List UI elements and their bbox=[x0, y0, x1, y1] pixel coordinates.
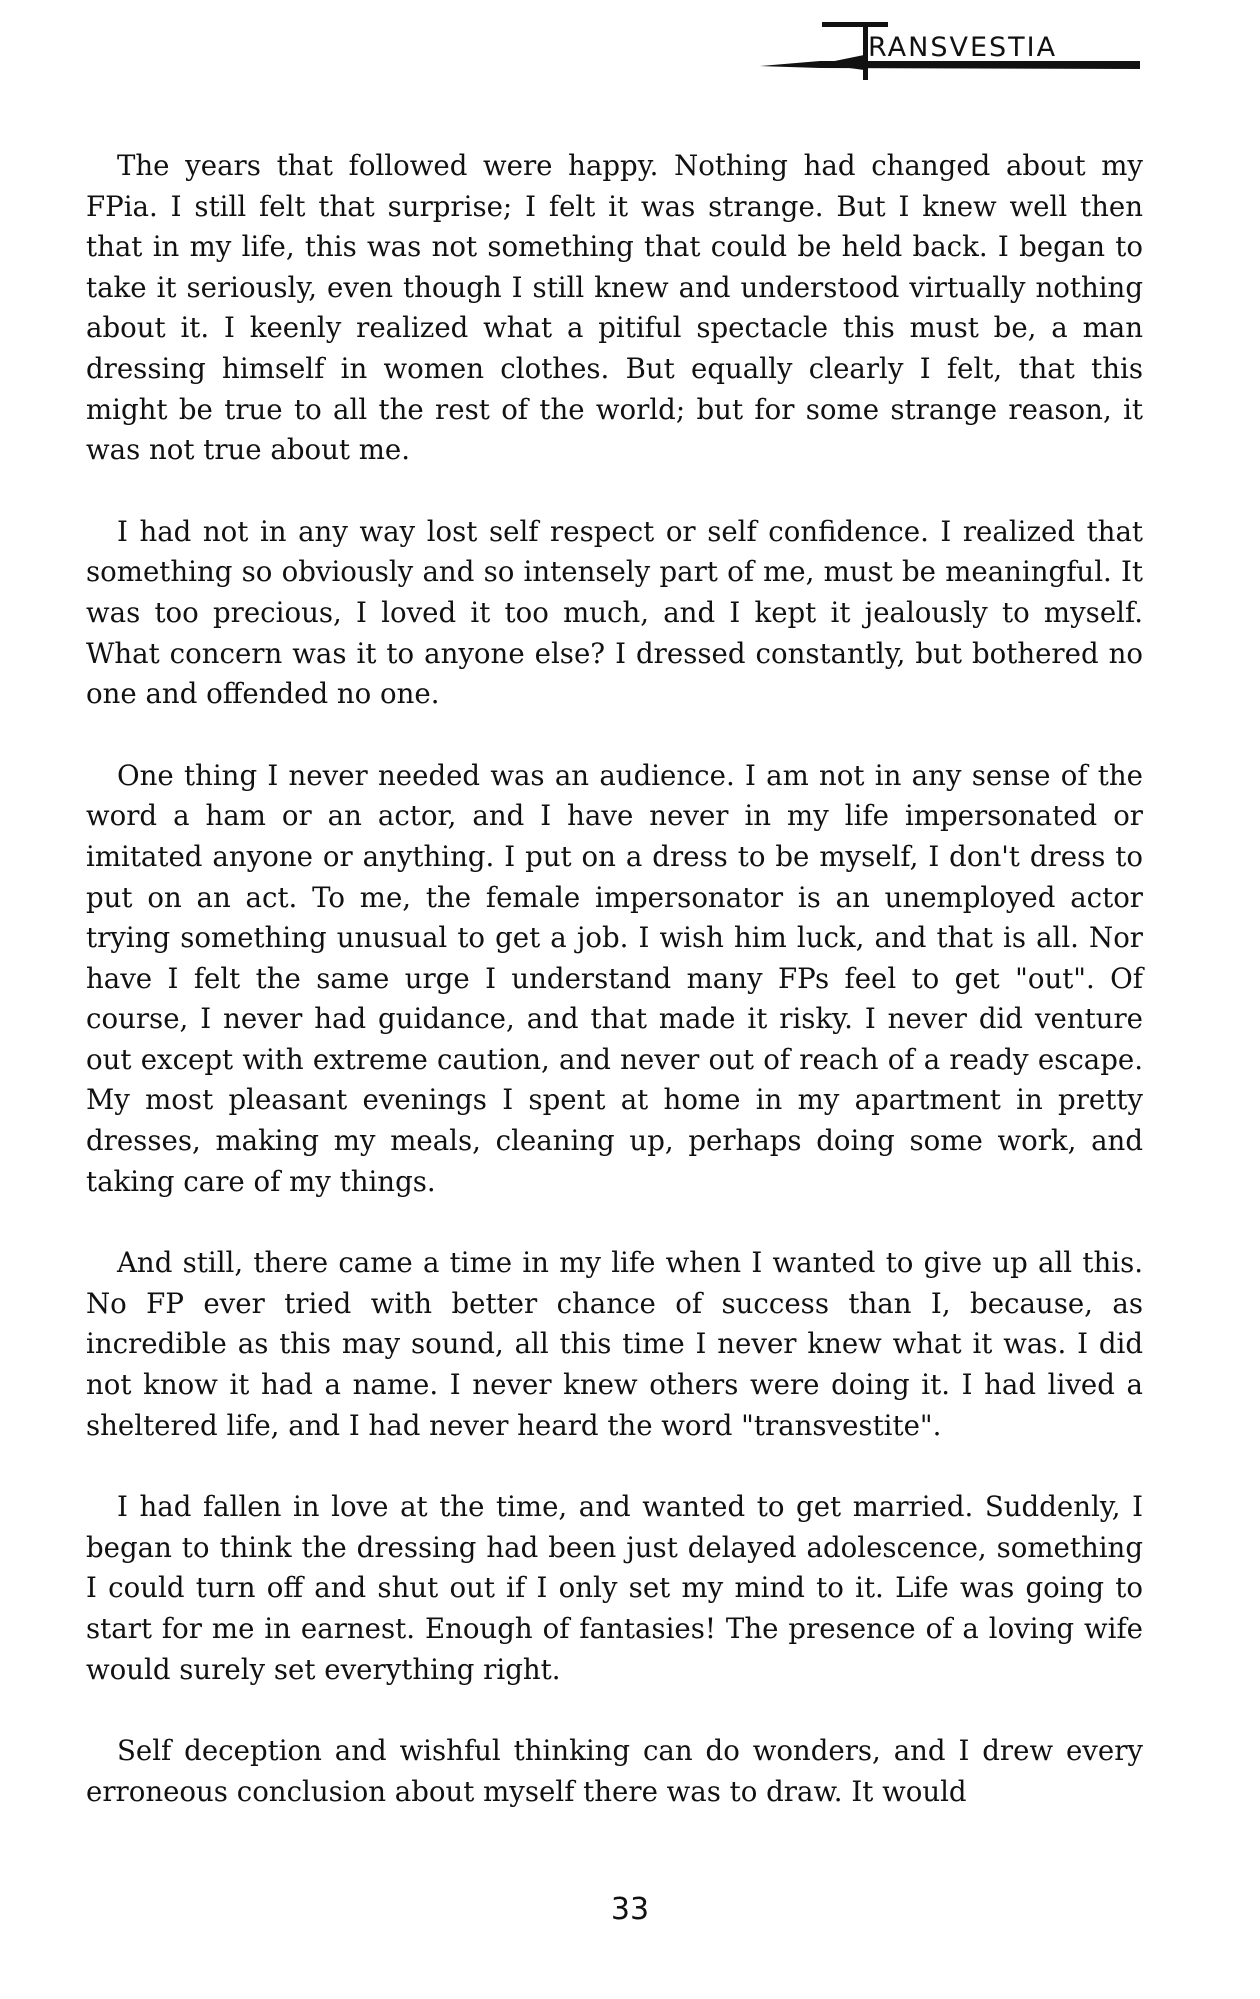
paragraph: One thing I never needed was an audience. I am not in any sense of the word a ham or an actor, and I have never in my life impersonated or imitated anyone or anything. I put on a dress to be myself, I don't dress to put on an act. To me, the female impersonator is an unemployed actor trying something unusual to get a job. I wish him luck, and that is all. Nor have I felt the same urge I understand many FPs feel to get "out". Of course, I never had guidance, and that made it risky. I never did venture out except with extreme caution, and never out of reach of a ready escape. My most pleasant evenings I spent at home in my apartment in pretty dresses, making my meals, cleaning up, perhaps doing some work, and taking care of my things. bbox=[86, 758, 1143, 1198]
paragraph: I had fallen in love at the time, and wanted to get married. Suddenly, I began to think the dressing had been just delayed adolescence, something I could turn off and shut out if I only set my mind to it. Life was going to start for me in earnest. Enough of fantasies! The presence of a loving wife would surely set everything right. bbox=[86, 1490, 1143, 1686]
page-number: 33 bbox=[610, 1892, 650, 1927]
paragraph: Self deception and wishful thinking can do wonders, and I drew every erroneous conclusion about myself there was to draw. It would bbox=[86, 1734, 1143, 1808]
paragraph: The years that followed were happy. Nothing had changed about my FPia. I still felt that surprise; I felt it was strange. But I knew well then that in my life, this was not something that could be held back. I began to take it seriously, even though I still knew and understood virtually nothing about it. I keenly realized what a pitiful spectacle this must be, a man dressing himself in women clothes. But equally clearly I felt, that this might be true to all the rest of the world; but for some strange reason, it was not true about me. bbox=[86, 149, 1143, 467]
paragraph: And still, there came a time in my life when I wanted to give up all this. No FP ever tried with better chance of success than I, because, as incredible as this may sound, all this time I never knew what it was. I did not know it had a name. I never knew others were doing it. I had lived a sheltered life, and I had never heard the word "transvestite". bbox=[86, 1246, 1143, 1442]
body-text bbox=[86, 146, 1143, 1853]
masthead-title: RANSVESTIA bbox=[868, 32, 1058, 63]
masthead-logo bbox=[760, 22, 1140, 92]
paragraph: I had not in any way lost self respect or self confidence. I realized that something so obviously and so intensely part of me, must be meaningful. It was too precious, I loved it too much, and I kept it jealously to myself. What concern was it to anyone else? I dressed constantly, but bothered no one and offended no one. bbox=[86, 514, 1143, 711]
